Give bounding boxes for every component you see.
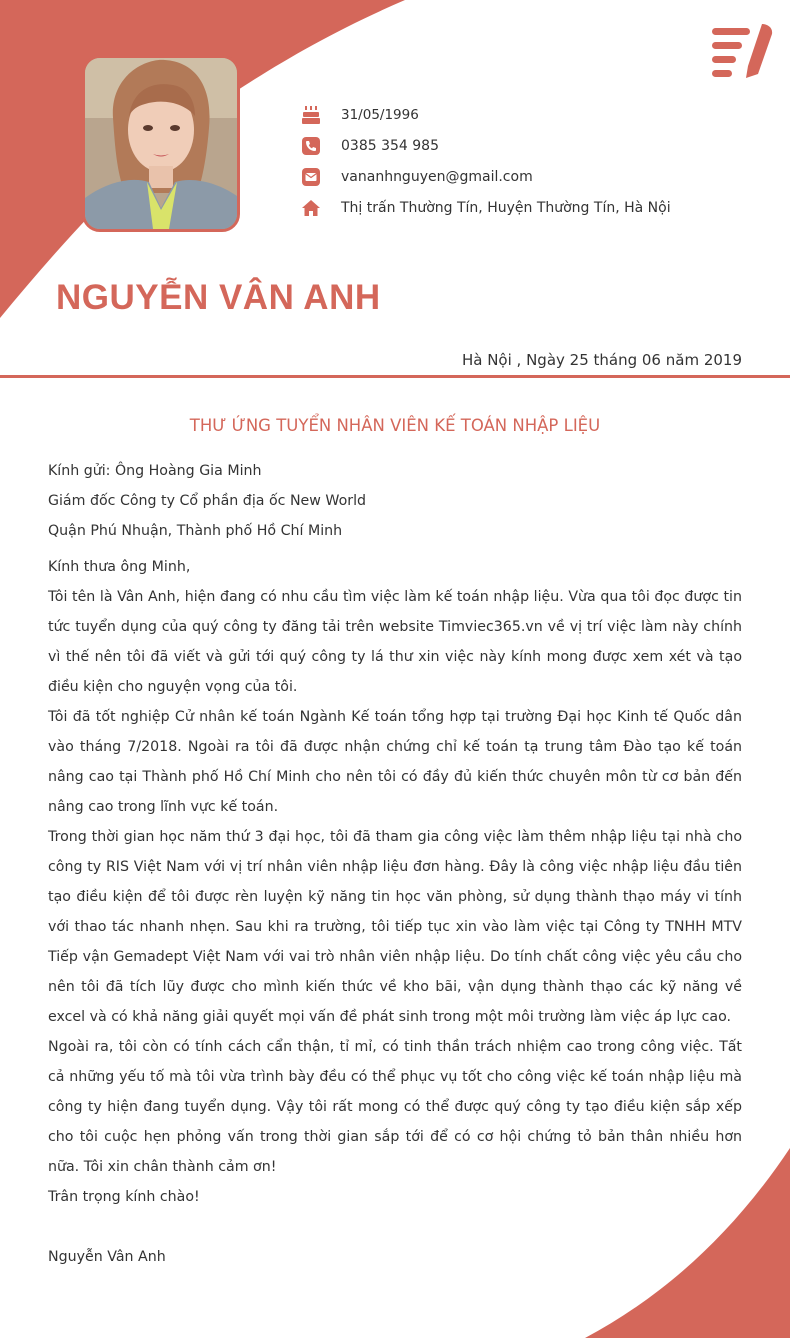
contact-phone: [300, 135, 439, 157]
greeting: Kính thưa ông Minh,: [48, 559, 191, 575]
paragraph: Tôi đã tốt nghiệp Cử nhân kế toán Ngành Kế toán tổng hợp tại trường Đại học Kinh tế Quốc dân vào tháng 7/2018. Ngoài ra tôi đã được nhận chứng chỉ kế toán tạ trung tâm Đào tạo kế toán nâng cao tại Thành phố Hồ Chí Minh cho nên tôi có đầy đủ kiến thức chuyên môn từ cơ bản đến nâng cao trong lĩnh vực kế toán.: [48, 709, 742, 815]
letter-title: THƯ ỨNG TUYỂN NHÂN VIÊN KẾ TOÁN NHẬP LIỆU: [189, 416, 601, 435]
contact-birthday: [300, 104, 419, 126]
birthday-cake-icon: [300, 104, 322, 126]
closing: Trân trọng kính chào!: [48, 1189, 200, 1205]
applicant-name: NGUYỄN VÂN ANH: [56, 278, 381, 317]
phone-text: 0385 354 985: [341, 138, 439, 154]
paragraph: Trong thời gian học năm thứ 3 đại học, tôi đã tham gia công việc làm thêm nhập liệu tại nhà cho công ty RIS Việt Nam với vị trí nhân viên nhập liệu đơn hàng. Đây là công việc nhập liệu đầu tiên tạo điều kiện để tôi được rèn luyện kỹ năng tin học văn phòng, sử dụng thành thạo máy vi tính với thao tác nhanh nhẹn. Sau khi ra trường, tôi tiếp tục xin vào làm việc tại Công ty TNHH MTV Tiếp vận Gemadept Việt Nam với vai trò nhân viên nhập liệu. Do tính chất công việc yêu cầu cho nên tôi đã tích lũy được cho mình kiến thức về kho bãi, vận dụng thành thạo các kỹ năng về excel và có khả năng giải quyết mọi vấn đề phát sinh trong một môi trường làm việc áp lực cao.: [48, 829, 742, 1025]
email-text: vananhnguyen@gmail.com: [341, 169, 533, 185]
paragraph: Ngoài ra, tôi còn có tính cách cẩn thận, tỉ mỉ, có tinh thần trách nhiệm cao trong công việc. Tất cả những yếu tố mà tôi vừa trình bày đều có thể phục vụ tốt cho công việc kế toán nhập liệu mà công ty hiện đang tuyển dụng. Vậy tôi rất mong có thể được quý công ty tạo điều kiện sắp xếp cho tôi cuộc hẹn phỏng vấn trong thời gian sắp tới để có cơ hội chứng tỏ bản thân nhiều hơn nữa. Tôi xin chân thành cảm ơn!: [48, 1039, 742, 1175]
paragraph: Tôi tên là Vân Anh, hiện đang có nhu cầu tìm việc làm kế toán nhập liệu. Vừa qua tôi đọc được tin tức tuyển dụng của quý công ty đăng tải trên website Timviec365.vn về vị trí việc làm này chính vì thế nên tôi đã viết và gửi tới quý công ty lá thư xin việc này kính mong được xem xét và tạo điều kiện cho nguyện vọng của tôi.: [48, 589, 742, 695]
contact-address: [300, 197, 671, 219]
envelope-icon: [300, 166, 322, 188]
recipient-line: Kính gửi: Ông Hoàng Gia Minh: [48, 463, 262, 479]
profile-photo: [82, 55, 240, 232]
contact-email: [300, 166, 533, 188]
home-icon: [300, 197, 322, 219]
place-date: Hà Nội , Ngày 25 tháng 06 năm 2019: [461, 351, 742, 369]
phone-icon: [300, 135, 322, 157]
logo-pen-icon: [710, 22, 774, 80]
recipient-line: Giám đốc Công ty Cổ phần địa ốc New World: [48, 493, 367, 509]
header-divider: [0, 375, 790, 378]
address-text: Thị trấn Thường Tín, Huyện Thường Tín, Hà Nội: [341, 200, 671, 216]
signature: Nguyễn Vân Anh: [48, 1249, 166, 1265]
recipient-line: Quận Phú Nhuận, Thành phố Hồ Chí Minh: [48, 523, 343, 539]
letter-body: [48, 456, 742, 1272]
birthday-text: 31/05/1996: [341, 107, 419, 123]
